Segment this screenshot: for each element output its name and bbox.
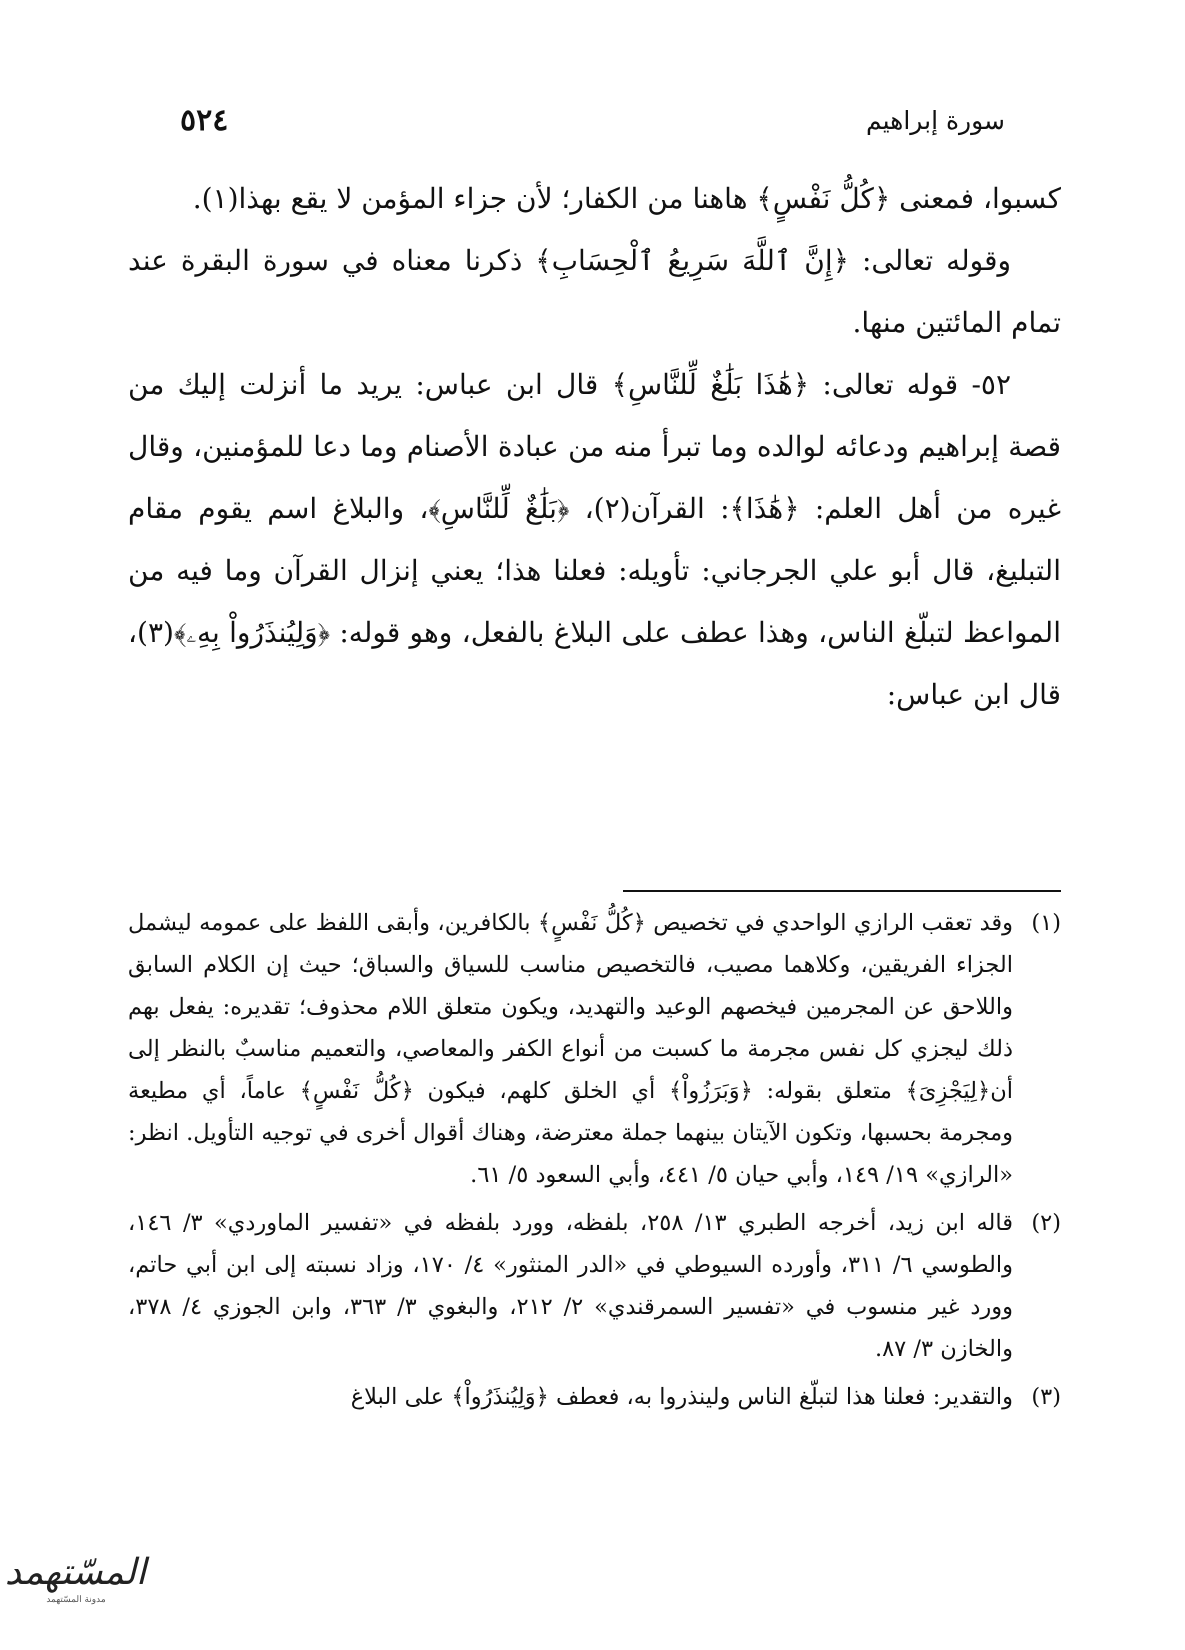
footnote: [128, 902, 1061, 1196]
paragraph: كسبوا، فمعنى ﴿كُلُّ نَفْسٍ﴾ هاهنا من الكفار؛ لأن جزاء المؤمن لا يقع بهذا(١).: [192, 182, 1061, 215]
footnote: [128, 1376, 1061, 1418]
footnote-text: قاله ابن زيد، أخرجه الطبري ١٣/ ٢٥٨، بلفظه، وورد بلفظه في «تفسير الماوردي» ٣/ ١٤٦، والطوسي ٦/ ٣١١، وأورده السيوطي في «الدر المنثور» ٤/ ١٧٠، وزاد نسبته إلى ابن أبي حاتم، وورد غير منسوب في «تفسير السمرقندي» ٢/ ٢١٢، والبغوي ٣/ ٣٦٣، وابن الجوزي ٤/ ٣٧٨، والخازن ٣/ ٨٧.: [128, 1210, 1014, 1362]
footnote-separator: [623, 890, 1061, 892]
footnote-text: وقد تعقب الرازي الواحدي في تخصيص ﴿كُلُّ نَفْسٍ﴾ بالكافرين، وأبقى اللفظ على عمومه ليشمل الجزاء الفريقين، وكلاهما مصيب، فالتخصيص مناسب للسياق والسباق؛ حيث إن الكلام السابق واللاحق عن المجرمين فيخصهم الوعيد والتهديد، ويكون متعلق اللام محذوف؛ تقديره: يفعل بهم ذلك ليجزي كل نفس مجرمة ما كسبت من أنواع الكفر والمعاصي، والتعميم مناسبٌ بالنظر إلى أن﴿لِيَجْزِىَ﴾ متعلق بقوله: ﴿وَبَرَزُواْ﴾ أي الخلق كلهم، فيكون ﴿كُلُّ نَفْسٍ﴾ عاماً، أي مطيعة ومجرمة بحسبها، وتكون الآيتان بينهما جملة معترضة، وهناك أقوال أخرى في توجيه التأويل. انظر: «الرازي» ١٩/ ١٤٩، وأبي حيان ٥/ ٤٤١، وأبي السعود ٥/ ٦١.: [128, 910, 1013, 1188]
paragraph: وقوله تعالى: ﴿إِنَّ ٱللَّهَ سَرِيعُ ٱلْحِسَابِ﴾ ذكرنا معناه في سورة البقرة عند تمام المائتين منها.: [128, 244, 1061, 339]
main-text: [128, 168, 1061, 726]
footnote-number: (٢): [1031, 1210, 1061, 1236]
running-head: سورة إبراهيم: [866, 105, 1005, 135]
footnote: [128, 1202, 1061, 1370]
library-stamp: [6, 1552, 146, 1632]
paragraph: ٥٢- قوله تعالى: ﴿هَٰذَا بَلَٰغٌ لِّلنَّاسِ﴾ قال ابن عباس: يريد ما أنزلت إليك من قصة إبراهيم ودعائه لوالده وما تبرأ منه من عبادة الأصنام وما دعا للمؤمنين، وقال غيره من أهل العلم: ﴿هَٰذَا﴾: القرآن(٢)، ﴿بَلَٰغٌ لِّلنَّاسِ﴾، والبلاغ اسم يقوم مقام التبليغ، قال أبو علي الجرجاني: تأويله: فعلنا هذا؛ يعني إنزال القرآن وما فيه من المواعظ لتبلّغ الناس، وهذا عطف على البلاغ بالفعل، وهو قوله: ﴿وَلِيُنذَرُواْ بِهِۦ﴾(٣)، قال ابن عباس:: [128, 368, 1061, 711]
stamp-sub-text: مدونة المسّتهمد: [46, 1595, 106, 1605]
footnote-text: والتقدير: فعلنا هذا لتبلّغ الناس ولينذروا به، فعطف ﴿وَلِيُنذَرُواْ﴾ على البلاغ: [350, 1384, 1013, 1410]
footnote-number: (١): [1031, 910, 1061, 936]
footnote-number: (٣): [1031, 1384, 1061, 1410]
page-header: [180, 95, 1005, 145]
footnotes: [128, 902, 1061, 1424]
stamp-main-text: المسّتهمد: [4, 1552, 146, 1593]
page-number: ٥٢٤: [180, 102, 229, 138]
